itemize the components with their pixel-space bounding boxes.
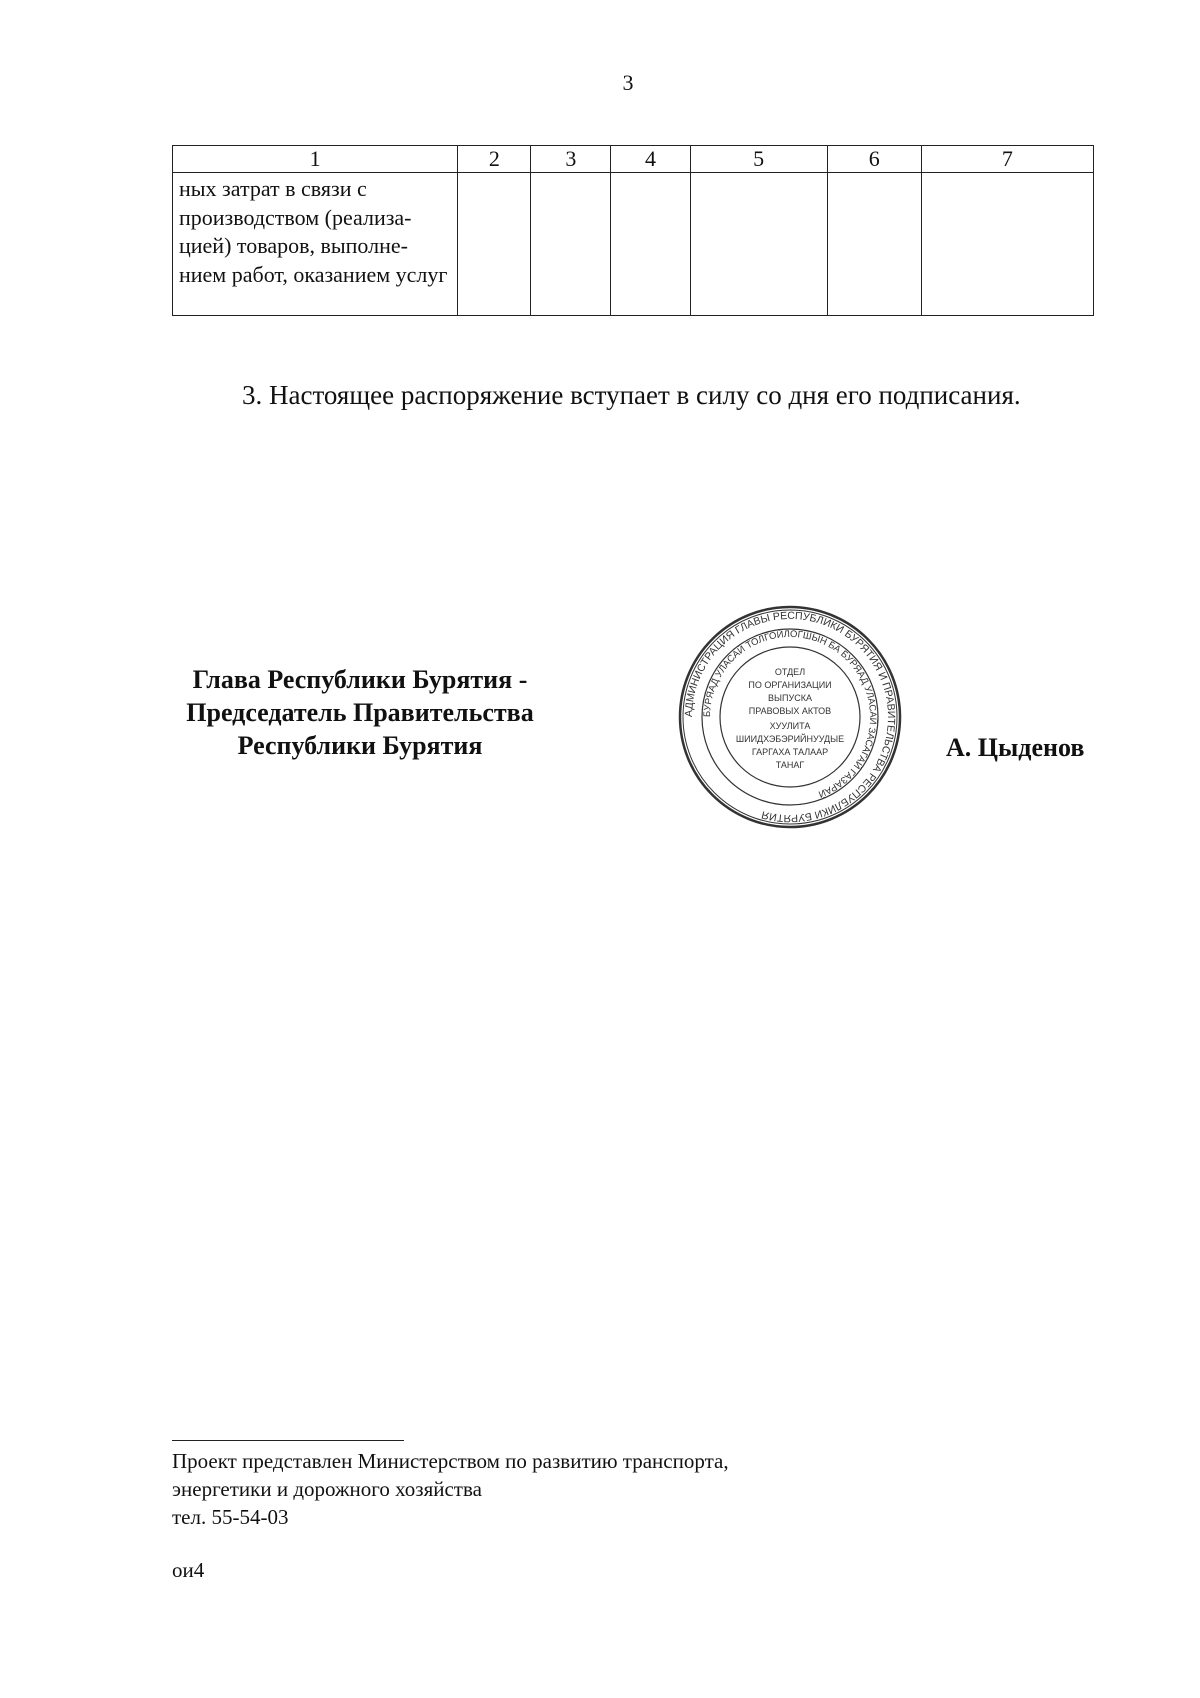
column-number-4: 4 (611, 146, 690, 173)
seal-center-line: ПО ОРГАНИЗАЦИИ (748, 680, 832, 690)
continuation-table (172, 145, 1094, 316)
seal-center-text (736, 667, 844, 770)
document-code: ои4 (172, 1558, 205, 1582)
column-number-1: 1 (173, 146, 458, 173)
column-number-6: 6 (827, 146, 921, 173)
column-number-2: 2 (458, 146, 531, 173)
footer-line: тел. 55-54-03 (172, 1505, 289, 1529)
signer-title-line: Глава Республики Бурятия - (192, 665, 528, 694)
signer-title-line: Председатель Правительства (186, 698, 534, 727)
seal-center-line: ШИИДХЭБЭРИЙНУУДЫЕ (735, 734, 845, 744)
seal-center-line: ВЫПУСКА (768, 693, 812, 703)
seal-center-line: ГАРГАХА ТАЛААР (751, 747, 829, 757)
table-cell (458, 173, 531, 316)
seal-center-line: ХУУЛИТА (769, 721, 811, 731)
table-cell (531, 173, 611, 316)
footnote-divider (172, 1440, 404, 1441)
signer-title-line: Республики Бурятия (237, 731, 483, 760)
footer-line: энергетики и дорожного хозяйства (172, 1477, 482, 1501)
effective-date-paragraph: 3. Настоящее распоряжение вступает в силу со дня его подписания. (242, 380, 1021, 410)
column-number-3: 3 (531, 146, 611, 173)
signer-name: А. Цыденов (946, 733, 1085, 762)
table-cell (921, 173, 1093, 316)
table-cell (690, 173, 827, 316)
seal-outer-text (683, 610, 897, 824)
column-number-5: 5 (690, 146, 827, 173)
seal-outer-text-path: АДМИНИСТРАЦИЯ ГЛАВЫ РЕСПУБЛИКИ БУРЯТИЯ И ПРАВИТЕЛЬСТВА РЕСПУБЛИКИ БУРЯТИЯ (682, 609, 898, 825)
seal-center-line: ТАНАГ (775, 760, 805, 770)
table-cell (827, 173, 921, 316)
footer-line: Проект представлен Министерством по развитию транспорта, (172, 1449, 729, 1473)
official-seal (675, 602, 905, 832)
table-cell-description: ных затрат в связи с производством (реализа-цией) товаров, выполне-нием работ, оказанием услуг (173, 173, 458, 316)
column-number-7: 7 (921, 146, 1093, 173)
seal-center-line: ПРАВОВЫХ АКТОВ (748, 706, 832, 716)
table-row (173, 173, 1094, 316)
table-header-row (173, 146, 1094, 173)
signer-title (160, 663, 560, 762)
page-number: 3 (622, 70, 634, 95)
table-cell (611, 173, 690, 316)
footer-note (172, 1447, 729, 1531)
seal-outer-ring (680, 607, 900, 827)
seal-center-line: ОТДЕЛ (774, 667, 806, 677)
seal-inner-text-path: БУРЯАД УЛАСАЙ ТОЛГОЙЛОГШЫН БА БУРЯАД УЛАСАЙ ЗАСАГАЙ ГАЗАРАЙ (701, 628, 879, 800)
